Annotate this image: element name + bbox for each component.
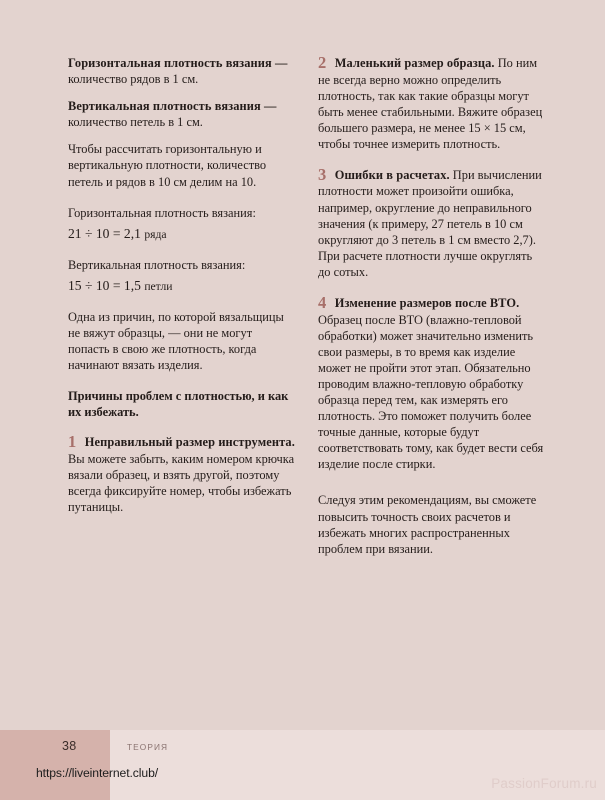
horizontal-density-label: Горизонтальная плотность вязания: xyxy=(68,205,256,220)
left-column xyxy=(68,55,296,526)
horizontal-formula-expression: 21 ÷ 10 = 2,1 xyxy=(68,225,141,241)
source-url: https://liveinternet.club/ xyxy=(36,766,159,780)
definition-horizontal-text: количество рядов в 1 см. xyxy=(68,72,199,87)
problem-4-body: Образец после ВТО (влажно-тепловой обработки) может значительно изменить свои размеры, в то время как изделие может не пройти этот этап. Обязательно проводим влажно-тепловую обработку образца перед тем, как измерять его плотность. Это поможет получить более точные данные, которые будут соответствовать тому, как будет вести себя изделие после стирки. xyxy=(318,312,544,472)
problem-4-title: Изменение размеров после ВТО. xyxy=(334,296,520,311)
problem-item-2 xyxy=(318,55,546,152)
right-column xyxy=(318,55,546,568)
problem-3-number: 3 xyxy=(318,164,327,184)
problem-4-number: 4 xyxy=(318,293,327,313)
problem-3-body: При вычислении плотности может произойти ошибка, например, округление до неправильного значения (к примеру, 27 петель в 10 см округляют до 3 петель в 1 см вместо 2,7). При расчете плотности лучше округлять до сотых. xyxy=(318,167,542,279)
section-label: ТЕОРИЯ xyxy=(127,742,169,752)
page-number: 38 xyxy=(62,739,77,753)
calculation-intro-paragraph: Чтобы рассчитать горизонтальную и вертикальную плотности, количество петель и рядов в 10 см делим на 10. xyxy=(68,142,267,189)
problem-2-body: По ним не всегда верно можно определить плотность, так как такие образцы могут быть менее стабильными. Вяжите образец большего размера, не менее 15 × 15 см, чтобы точнее измерить плотность. xyxy=(318,56,543,151)
problem-2-number: 2 xyxy=(318,53,327,72)
problem-3-title: Ошибки в расчетах. xyxy=(334,167,450,182)
definition-vertical-density xyxy=(68,98,296,130)
problem-1-number: 1 xyxy=(68,432,77,452)
definition-horizontal-term: Горизонтальная плотность вязания — xyxy=(68,56,288,70)
problem-item-1 xyxy=(68,434,296,515)
closing-paragraph: Следуя этим рекомендациям, вы сможете повысить точность своих расчетов и избежать многих распространенных проблем при вязании. xyxy=(318,493,537,556)
watermark: PassionForum.ru xyxy=(491,776,597,791)
definition-horizontal-density xyxy=(68,55,296,87)
vertical-density-formula xyxy=(68,277,296,295)
page-footer xyxy=(0,730,605,800)
swatch-reason-paragraph: Одна из причин, по которой вязальщицы не вяжут образцы, — они не могут попасть в свою же плотность, когда начинают вязать изделия. xyxy=(68,309,284,373)
horizontal-formula-unit: ряда xyxy=(144,227,167,241)
footer-color-band xyxy=(0,730,110,800)
problem-1-body: Вы можете забыть, каким номером крючка вязали образец, и взять другой, поэтому всегда фиксируйте номер, чтобы избежать путаницы. xyxy=(68,451,295,515)
problem-2-title: Маленький размер образца. xyxy=(334,56,495,70)
definition-vertical-term: Вертикальная плотность вязания — xyxy=(68,99,277,114)
problem-item-3 xyxy=(318,164,546,280)
problem-item-4 xyxy=(318,295,546,472)
problems-heading: Причины проблем с плотностью, и как их избежать. xyxy=(68,389,289,420)
definition-vertical-text: количество петель в 1 см. xyxy=(68,115,203,130)
vertical-formula-unit: петли xyxy=(144,279,173,293)
vertical-density-label: Вертикальная плотность вязания: xyxy=(68,257,246,272)
horizontal-density-formula xyxy=(68,225,296,243)
problem-1-title: Неправильный размер инструмента. xyxy=(84,435,295,450)
vertical-formula-expression: 15 ÷ 10 = 1,5 xyxy=(68,277,141,293)
